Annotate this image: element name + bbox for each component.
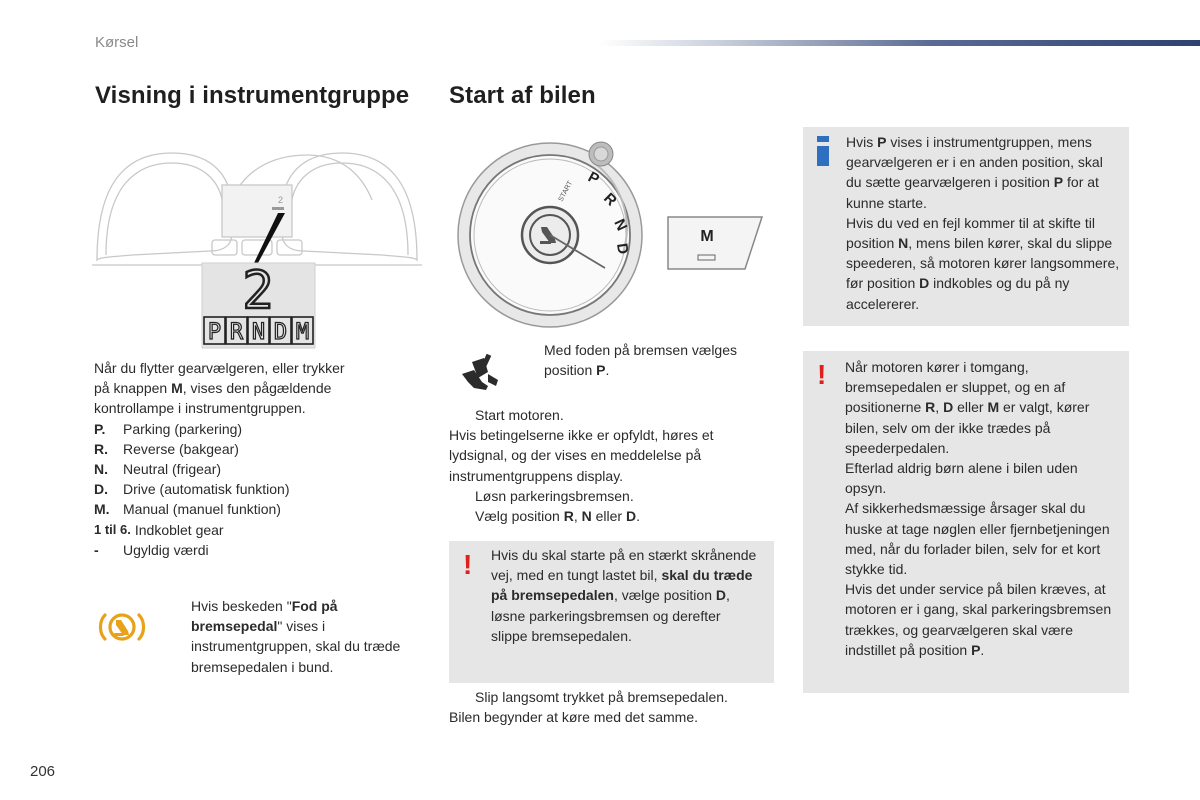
start-label: START (557, 179, 575, 203)
display-current-gear: 2 (242, 261, 274, 321)
release-brake-text: Løsn parkeringsbremsen. (475, 487, 634, 504)
info-text: Hvis P vises i instrumentgruppen, mens gearvælgeren er i en anden position, skal du sætte gearvælgeren i position P for at kunne starte. Hvis du ved en fejl kommer til at skifte til position N, mens bilen kører, skal du slippe speederen, så motoren kører langsommere, før position D indkobles og du på ny accelererer. (846, 134, 1120, 312)
conditions-text: Hvis betingelserne ikke er opfyldt, høres et lydsignal, og der vises en meddelelse på instrumentgruppens display. (449, 427, 714, 484)
start-motor-text: Start motoren. (475, 407, 564, 423)
display-gear-letters (204, 317, 313, 345)
foot-on-brake-warning-icon (96, 607, 148, 647)
warning-icon: ! (817, 359, 827, 390)
selector-letter-n: N (610, 216, 631, 234)
m-button-label: M (700, 228, 714, 245)
gear-selector-illustration (455, 140, 775, 340)
definition-row: P. Parking (parkering) (94, 420, 243, 437)
warning-icon: ! (463, 549, 473, 580)
instrument-cluster-illustration (92, 145, 422, 350)
svg-text:2: 2 (278, 195, 284, 205)
display-letter-n: N (251, 320, 266, 345)
definition-row: D. Drive (automatisk funktion) (94, 481, 290, 498)
section-title: Kørsel (95, 34, 139, 51)
info-box (803, 127, 1129, 326)
left-body (94, 358, 394, 560)
definition-row: 1 til 6. Indkoblet gear (94, 521, 224, 538)
display-letter-d: D (273, 320, 288, 345)
warning-idle-text: Når motoren kører i tomgang, bremsepedalen er sluppet, og en af positionerne R, D eller M er valgt, kører bilen, selv om der ikke trædes på speederpedalen. Efterlad aldrig børn alene i bilen uden opsyn. Af sikkerhedsmæssige årsager skal du huske at tage nøglen eller fjernbetjeningen med, når du forlader bilen, selv for et kort stykke tid. Hvis det under service på bilen kræves, at motoren er i gang, skal parkeringsbremsen trækkes, og gearvælgeren skal være indstillet på position P. (845, 359, 1112, 658)
warning-box-idle (803, 351, 1129, 693)
header-gradient-bar (600, 40, 1200, 46)
definition-row: N. Neutral (frigear) (94, 461, 222, 478)
info-icon (817, 136, 829, 166)
intro-text: Når du flytter gearvælgeren, eller trykker på knappen M, vises den pågældende kontrollampe i instrumentgruppen. (94, 360, 345, 417)
foot-and-selector-icon (458, 352, 502, 392)
selector-letter-r: R (600, 189, 620, 210)
warning-box-slope (449, 541, 774, 683)
definition-row: R. Reverse (bakgear) (94, 440, 239, 457)
page-number: 206 (30, 763, 56, 780)
middle-steps (449, 405, 769, 526)
definition-row: - Ugyldig værdi (94, 541, 209, 558)
warning-slope-text: Hvis du skal starte på en stærkt skrånende vej, med en tungt lastet bil, skal du træde på bremsepedalen, vælge position D, løsne parkeringsbremsen og derefter slippe bremsepedalen. (491, 547, 757, 644)
display-letter-r: R (229, 320, 244, 345)
slip-brake: Slip langsomt trykket på bremsepedalen. Bilen begynder at køre med det samme. (449, 689, 728, 726)
foot-note: Hvis beskeden "Fod på bremsepedal" vises i instrumentgruppen, skal du træde bremsepedalen i bund. (191, 598, 401, 675)
display-letter-p: P (207, 320, 222, 345)
selector-letter-p: P (585, 168, 602, 189)
choose-position-text: Vælg position R, N eller D. (475, 508, 640, 525)
title-start-car: Start af bilen (449, 82, 596, 109)
step-select-p: Med foden på bremsen vælges position P. (544, 342, 737, 379)
display-letter-m: M (295, 320, 310, 345)
title-instrument-display: Visning i instrumentgruppe (95, 82, 410, 109)
definition-row: M. Manual (manuel funktion) (94, 501, 281, 518)
selector-letter-d: D (613, 242, 632, 256)
